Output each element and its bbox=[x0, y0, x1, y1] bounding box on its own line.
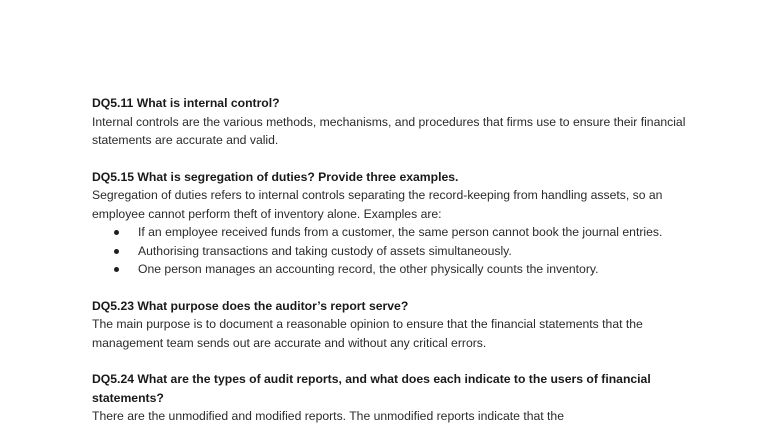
section-dq5-15 bbox=[92, 168, 712, 279]
list-item-text: If an employee received funds from a customer, the same person cannot book the journal entries. bbox=[138, 225, 663, 239]
list-item bbox=[114, 260, 712, 279]
bullet-icon bbox=[114, 230, 119, 235]
list-item bbox=[114, 242, 712, 261]
section-dq5-23 bbox=[92, 297, 712, 353]
list-item-text: One person manages an accounting record, the other physically counts the inventory. bbox=[138, 262, 599, 276]
bullet-icon bbox=[114, 267, 119, 272]
answer-text: Internal controls are the various methods, mechanisms, and procedures that firms use to ensure their financial statements are accurate and valid. bbox=[92, 114, 686, 147]
question-heading: DQ5.15 What is segregation of duties? Provide three examples. bbox=[92, 169, 459, 184]
examples-list bbox=[92, 223, 712, 279]
list-item-text: Authorising transactions and taking custody of assets simultaneously. bbox=[138, 243, 512, 258]
answer-text: There are the unmodified and modified reports. The unmodified reports indicate that the bbox=[92, 409, 564, 423]
question-heading: DQ5.23 What purpose does the auditor’s report serve? bbox=[92, 298, 409, 313]
document-page bbox=[92, 94, 712, 444]
answer-text: Segregation of duties refers to internal controls separating the record-keeping from handling assets, so an employee cannot perform theft of inventory alone. Examples are: bbox=[92, 188, 663, 221]
section-dq5-11 bbox=[92, 94, 712, 150]
question-heading: DQ5.24 What are the types of audit reports, and what does each indicate to the users of financial statements? bbox=[92, 372, 651, 405]
bullet-icon bbox=[114, 249, 119, 254]
question-heading: DQ5.11 What is internal control? bbox=[92, 96, 280, 110]
list-item bbox=[114, 223, 712, 242]
answer-text: The main purpose is to document a reasonable opinion to ensure that the financial statements that the management team sends out are accurate and without any critical errors. bbox=[92, 317, 643, 350]
section-dq5-24 bbox=[92, 370, 712, 426]
